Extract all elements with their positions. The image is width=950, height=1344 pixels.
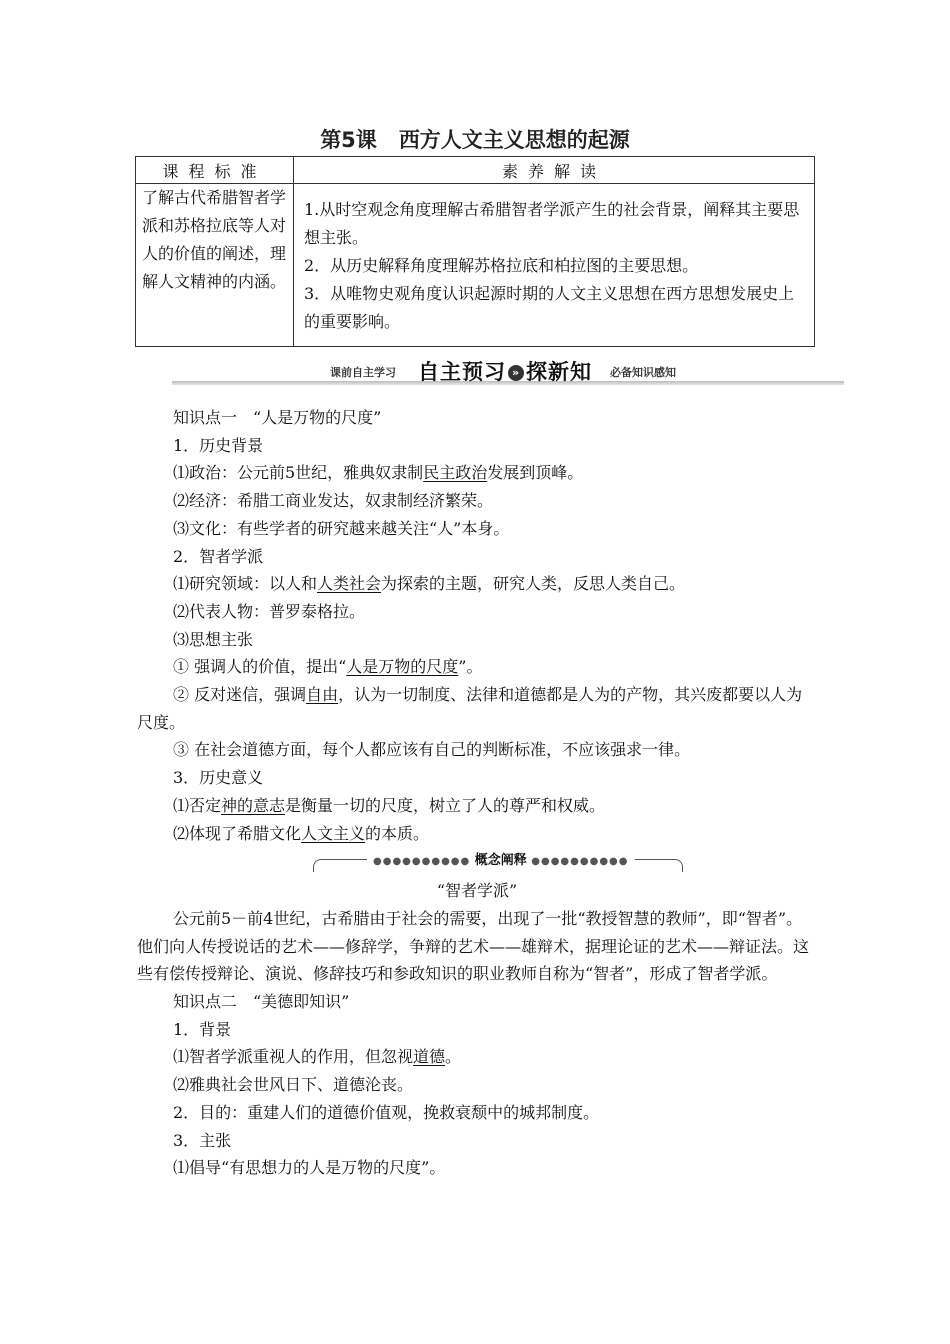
kp1-s2-2: ⑵代表人物：普罗泰格拉。: [173, 601, 366, 621]
concept-label: 概念阐释: [474, 853, 527, 869]
concept-term: “智者学派”: [436, 881, 518, 901]
concept-text: 公元前5－前4世纪，古希腊由于社会的需要，出现了一批“教授智慧的教师”，即“智者”。他们向人传授说话的艺术——修辞学，争辩的艺术——雄辩术，据理论证的艺术——辩证法。这些有偿传授辩论、演说、修辞技巧和参政知识的职业教师自称为“智者”，形成了智者学派。: [137, 908, 810, 984]
kp1-s1: 1．历史背景: [173, 435, 264, 455]
main-content: [137, 404, 817, 1182]
kp1-claim-2: ② 反对迷信，强调自由，认为一切制度、法律和道德都是人为的产物，其兴废都要以人为尺度。: [137, 685, 803, 732]
kp1-s1-1: ⑴政治：公元前5世纪，雅典奴隶制民主政治发展到顶峰。: [173, 463, 584, 483]
literacy-list: [294, 184, 815, 347]
lesson-number: 第5课: [320, 128, 377, 152]
kp1-s3-1: ⑴否定神的意志是衡量一切的尺度，树立了人的尊严和权威。: [173, 795, 606, 815]
kp1-claim-1: ① 强调人的价值，提出“人是万物的尺度”。: [173, 657, 483, 677]
standard-text: 了解古代希腊智者学派和苏格拉底等人对人的价值的阐述，理解人文精神的内涵。: [136, 184, 294, 347]
key-term: 神的意志: [221, 795, 286, 815]
key-term: 人是万物的尺度: [346, 657, 459, 677]
kp1-claim-3: ③ 在社会道德方面，每个人都应该有自己的判断标准，不应该强求一律。: [173, 740, 691, 760]
lesson-topic: 西方人文主义思想的起源: [398, 128, 630, 152]
kp2-title: 知识点二 “美德即知识”: [173, 992, 350, 1012]
kp1-s3: 3．历史意义: [173, 768, 264, 788]
kp1-s2-1: ⑴研究领域：以人和人类社会为探索的主题，研究人类，反思人类自己。: [173, 574, 686, 594]
literacy-item: 3．从唯物史观角度认识起源时期的人文主义思想在西方思想发展史上的重要影响。: [304, 284, 795, 331]
kp2-s3: 3．主张: [173, 1130, 232, 1150]
key-term: 人文主义: [301, 823, 366, 843]
kp2-s1-2: ⑵雅典社会世风日下、道德沦丧。: [173, 1075, 414, 1095]
page-title: [0, 124, 950, 154]
kp1-s1-2: ⑵经济：希腊工商业发达，奴隶制经济繁荣。: [173, 491, 494, 511]
kp2-s1: 1．背景: [173, 1019, 232, 1039]
kp1-s2-3: ⑶思想主张: [173, 629, 254, 649]
key-term: 道德: [413, 1047, 446, 1067]
kp2-s2: 2．目的：重建人们的道德价值观，挽救衰颓中的城邦制度。: [173, 1102, 600, 1122]
banner-right-label: 必备知识感知: [610, 366, 676, 379]
banner-left-label: 课前自主学习: [330, 366, 396, 379]
key-term: 自由: [306, 685, 339, 705]
banner-title: [418, 356, 592, 386]
kp1-s1-3: ⑶文化：有些学者的研究越来越关注“人”本身。: [173, 518, 510, 538]
key-term: 民主政治: [423, 463, 488, 483]
kp2-s3-1: ⑴倡导“有思想力的人是万物的尺度”。: [173, 1158, 446, 1178]
kp1-title: 知识点一 “人是万物的尺度”: [173, 408, 382, 427]
table-header-literacy: 素养解读: [294, 157, 815, 184]
literacy-item: 1.从时空观念角度理解古希腊智者学派产生的社会背景，阐释其主要思想主张。: [304, 200, 800, 247]
literacy-item: 2．从历史解释角度理解苏格拉底和柏拉图的主要思想。: [304, 256, 699, 275]
kp1-s3-2: ⑵体现了希腊文化人文主义的本质。: [173, 823, 430, 843]
curriculum-standard-table: [135, 156, 815, 347]
key-term: 人类社会: [317, 574, 382, 594]
dots-decoration: ●●●●●●●●●●: [526, 856, 629, 868]
concept-header: [137, 849, 817, 877]
kp1-s2: 2．智者学派: [173, 546, 264, 566]
banner-title-a: 自主预习: [418, 360, 506, 384]
section-banner: [172, 356, 844, 394]
banner-title-b: 探新知: [526, 360, 592, 384]
dots-decoration: ●●●●●●●●●●: [373, 856, 475, 868]
arrow-icon: »: [508, 365, 524, 381]
table-header-standard: 课程标准: [136, 157, 294, 184]
kp2-s1-1: ⑴智者学派重视人的作用，但忽视道德。: [173, 1047, 462, 1067]
concept-label-wrap: [367, 847, 635, 876]
